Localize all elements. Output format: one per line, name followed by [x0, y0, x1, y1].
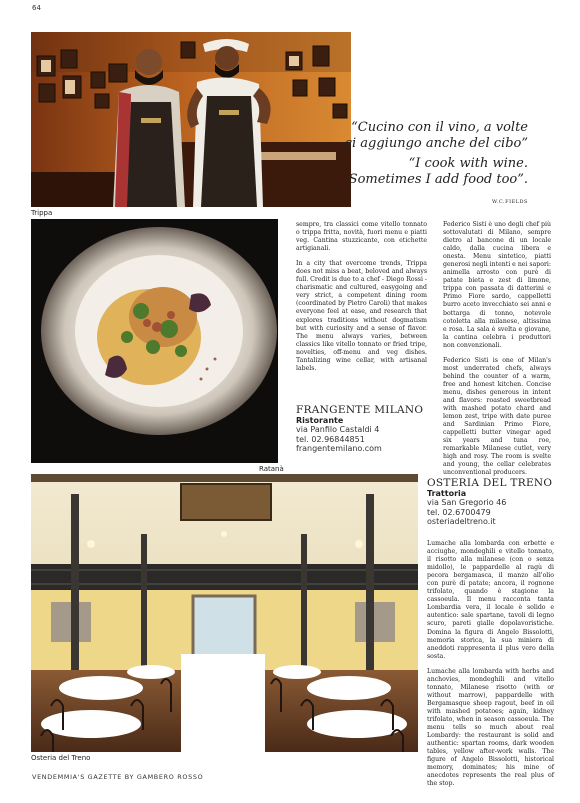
sisti-text [443, 221, 551, 477]
osteria-photo [31, 474, 418, 752]
pull-quote [308, 120, 528, 210]
quote-author: W.C.FIELDS [492, 199, 528, 205]
osteria-caption: Osteria del Treno [31, 754, 91, 762]
page-footer: VENDEMMIA'S GAZETTE BY GAMBERO ROSSO [32, 773, 204, 781]
frangente-website[interactable]: frangentemilano.com [296, 444, 382, 453]
osteria-name: OSTERIA DEL TRENO [427, 477, 553, 489]
frangente-type: Ristorante [296, 416, 344, 425]
frangente-info [296, 404, 427, 454]
osteria-text [427, 540, 554, 788]
osteria-type: Trattoria [427, 489, 467, 498]
osteria-website[interactable]: osteriadeltreno.it [427, 517, 496, 526]
osteria-paragraph-it: Lumache alla lombarda con erbette e acciughe, mondeghili e vitello tonnato, il risotto alla milanese (con o senza midollo), le pappardelle al ragù di pecora bergamasca, il manzo all'olio con purè di patate; ancora, il rognone trifolato, quando è stagione la cassoeula. Il menu racconta tanta Lombardia vera, il locale è solido e autentico: sale spartane, tavoli di legno scuro, pareti gialle dopolavoristiche. Domina la figura di Angelo Bissolotti, memoria storica, la sua miniera di aneddoti rappresenta il plus vero della sosta. [427, 540, 554, 660]
quote-english-line-1: “I cook with wine. [408, 156, 528, 171]
ratana-photo [31, 219, 278, 463]
quote-italian-line-1: “Cucino con il vino, a volte [351, 120, 528, 135]
sisti-paragraph-en: Federico Sisti is one of Milan's most underrated chefs, always behind the counter of a warm, free and honest kitchen. Concise menu, dishes generous in intent and flavors: roasted sweetbread with mashed potato chard and lemon zest, tripe with date puree and Sardinian Primo Fiore, cappelletti butter vinegar aged six years and tuna roe, remarkable Milanese cutlet, very high and rosy. The room is svelte and young, the cellar celebrates unconventional producers. [443, 356, 551, 477]
frangente-address: via Panfilo Castaldi 4 [296, 425, 380, 434]
osteria-info [427, 477, 554, 527]
osteria-phone: tel. 02.6700479 [427, 507, 491, 517]
frangente-paragraph-it: sempre, tra classici come vitello tonnato o trippa fritta, novità, fuori menu e piatti veg. Cantina stuzzicante, con etichette artigianali. [296, 221, 427, 253]
trippa-photo [31, 32, 351, 207]
osteria-paragraph-en: Lumache alla lombarda with herbs and anchovies, mondeghili and vitello tonnato, Milanese risotto (with or without marrow), pappardelle with Bergamasque sheep ragout, beef in oil with mashed potatoes; again, kidney trifolato, when in season cassoeula. The menu tells so much about real Lombardy: the restaurant is solid and authentic: spartan rooms, dark wooden tables, yellow after-work walls. The figure of Angelo Bissolotti, historical memory, dominates; his mine of anecdotes represents the real plus of the stop. [427, 667, 554, 788]
ratana-caption: Ratanà [259, 465, 284, 473]
quote-italian-line-2: ci aggiungo anche del cibo” [344, 136, 528, 151]
trippa-caption: Trippa [31, 209, 53, 217]
frangente-text [296, 221, 427, 373]
sisti-paragraph-it: Federico Sisti è uno degli chef più sottovalutati di Milano, sempre dietro al bancone di un locale caldo, dalla cucina libera e onesta. Menu sintetico, piatti generosi negli intenti e nei sapori: animella arrosto con purè di patate bieta e zest di limone, trippa con passata di datterini e Primo Fiore sardo, cappelletti burro aceto invecchiato sei anni e bottarga di tonno, notevole cotoletta alla milanese, altissima e rosa. La sala è svelta e giovane, la cantina celebra i produttori non convenzionali. [443, 221, 551, 349]
frangente-name: FRANGENTE MILANO [296, 404, 424, 416]
page-number: 64 [32, 4, 41, 12]
osteria-address: via San Gregorio 46 [427, 498, 507, 507]
quote-english-line-2: Sometimes I add food too”. [348, 172, 528, 187]
frangente-paragraph-en: In a city that overcome trends, Trippa does not miss a beat, beloved and always full. Credit is due to a chef - Diego Rossi - charismatic and cultured, easygoing and very strict, a competent dining room (coordinated by Pietro Caroli) that makes everyone feel at ease, and research that explores traditions without dogmatism but with curiosity and a sense of flavor. The menu always varies, between classics like vitello tonnato or fried tripe, novelties, off-menu and veg dishes. Tantalizing wine cellar, with artisanal labels. [296, 260, 427, 372]
frangente-phone: tel. 02.96844851 [296, 434, 365, 444]
